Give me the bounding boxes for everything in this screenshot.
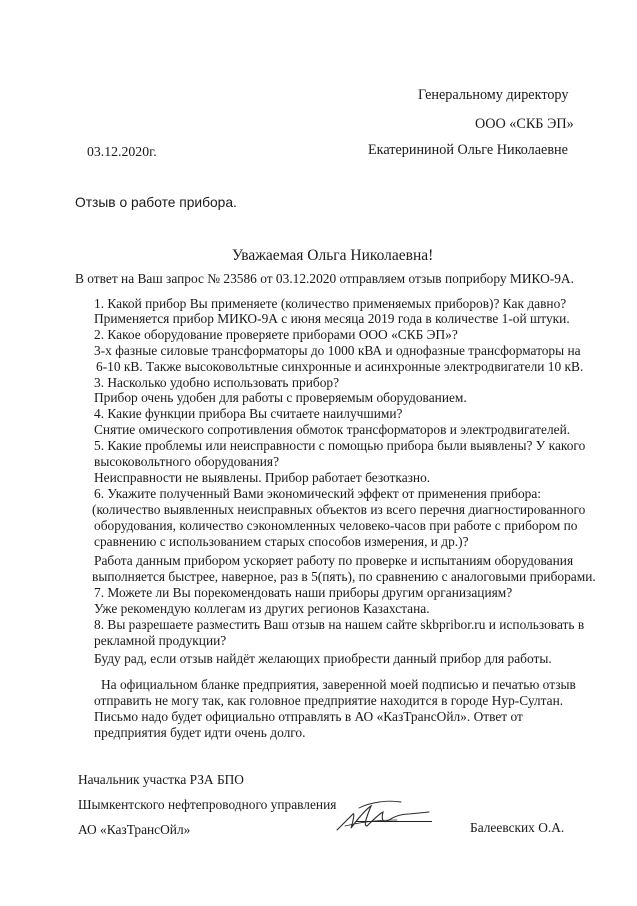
greeting: Уважаемая Ольга Николаевна! [232, 247, 434, 264]
signer-department: Шымкентского нефтепроводного управления [78, 797, 337, 812]
signer-organization: АО «КазТрансОйл» [78, 822, 191, 837]
closing-line: отправить не могу так, как головное предприятие находится в городе Нур-Султан. [94, 693, 564, 708]
body-line: 3. Насколько удобно использовать прибор? [94, 375, 340, 390]
body-line: 1. Какой прибор Вы применяете (количество применяемых приборов)? Как давно? [94, 296, 567, 311]
signature-underline [356, 821, 432, 822]
body-line: Применяется прибор МИКО-9А с июня месяца 2019 года в количестве 1-ой штуки. [94, 311, 570, 326]
body-line: 4. Какие функции прибора Вы считаете наилучшими? [94, 406, 403, 421]
body-line: 6-10 кВ. Также высоковольтные синхронные и асинхронные электродвигатели 10 кВ. [96, 359, 584, 374]
body-line: 5. Какие проблемы или неисправности с помощью прибора были выявлены? У какого [94, 438, 586, 453]
body-line: оборудования, количество сэкономленных человеко-часов при работе с прибором по [94, 518, 578, 533]
body-line: Снятие омического сопротивления обмоток трансформаторов и электродвигателей. [94, 422, 571, 437]
recipient-title: Генеральному директору [418, 87, 569, 103]
closing-line: На официальном бланке предприятия, заверенной моей подписью и печатью отзыв [101, 677, 576, 692]
body-line: сравнению с использованием старых способов измерения, и др.)? [94, 534, 469, 549]
body-line: высоковольтного оборудования? [94, 454, 280, 469]
closing-line: Письмо надо будет официально отправлять в АО «КазТрансОйл». Ответ от [94, 709, 523, 724]
intro-line: В ответ на Ваш запрос № 23586 от 03.12.2020 отправляем отзыв поприбору МИКО-9А. [75, 271, 574, 286]
recipient-company: ООО «СКБ ЭП» [475, 116, 574, 132]
letter-subject: Отзыв о работе прибора. [75, 195, 237, 210]
body-line: Прибор очень удобен для работы с проверяемым оборудованием. [94, 390, 467, 405]
closing-line: предприятия будет идти очень долго. [94, 725, 306, 740]
body-line: 8. Вы разрешаете разместить Ваш отзыв на нашем сайте skbpribor.ru и использовать в [94, 617, 585, 632]
body-line: выполняется быстрее, наверное, раз в 5(пять), по сравнению с аналоговыми приборами. [92, 569, 596, 584]
letter-date: 03.12.2020г. [87, 144, 157, 159]
body-line: (количество выявленных неисправных объектов из всего перечня диагностированного [92, 502, 586, 517]
signer-position: Начальник участка РЗА БПО [78, 772, 244, 787]
body-line: рекламной продукции? [94, 633, 227, 648]
body-line: Работа данным прибором ускоряет работу по проверке и испытаниям оборудования [94, 553, 574, 568]
body-line: 2. Какое оборудование проверяете приборами ООО «СКБ ЭП»? [94, 327, 458, 342]
handwritten-signature [331, 796, 431, 838]
signer-name: Балеевских О.А. [470, 820, 565, 835]
body-line: 3-х фазные силовые трансформаторы до 1000 кВА и однофазные трансформаторы на [94, 343, 581, 358]
body-line: Неисправности не выявлены. Прибор работает безотказно. [94, 470, 431, 485]
body-line: Буду рад, если отзыв найдёт желающих приобрести данный прибор для работы. [94, 651, 552, 666]
body-line: 6. Укажите полученный Вами экономический эффект от применения прибора: [94, 486, 542, 501]
recipient-name: Екатерининой Ольге Николаевне [368, 142, 568, 158]
body-line: 7. Можете ли Вы порекомендовать наши приборы другим организациям? [94, 585, 513, 600]
body-line: Уже рекомендую коллегам из других регионов Казахстана. [94, 601, 430, 616]
